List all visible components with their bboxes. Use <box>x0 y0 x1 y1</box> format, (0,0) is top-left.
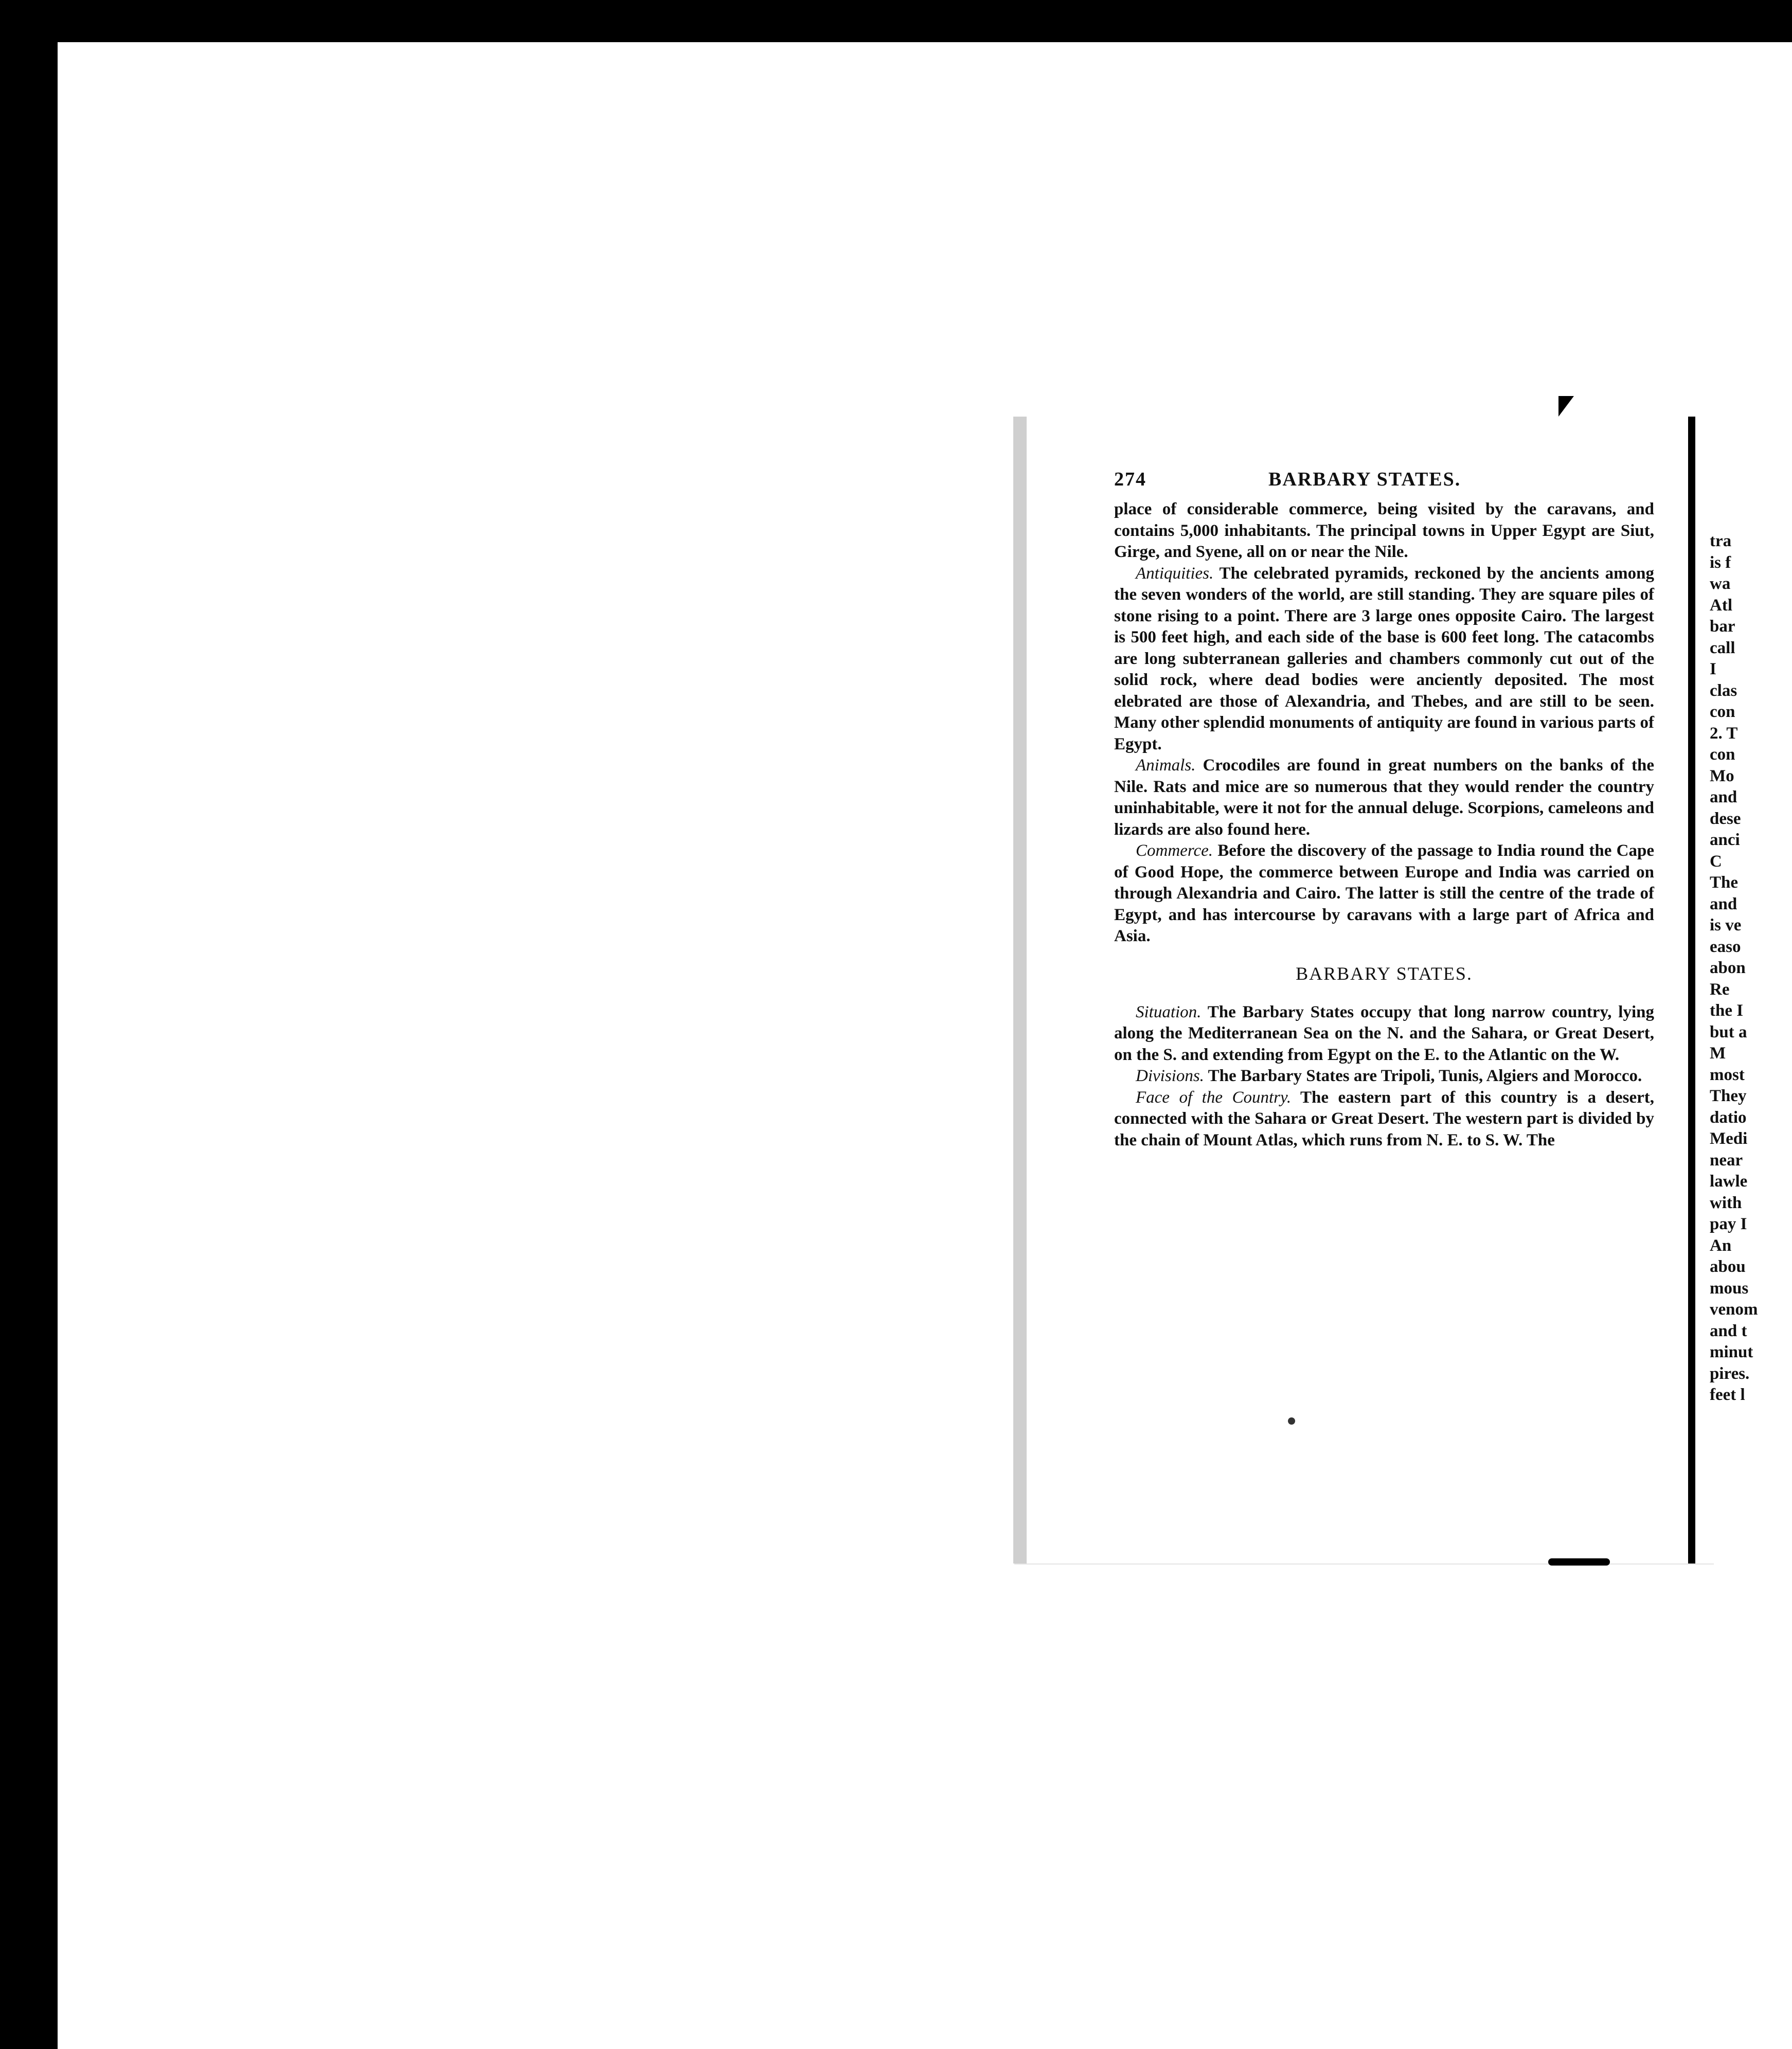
next-page-line: call <box>1710 638 1735 657</box>
paragraph-lead: Commerce. <box>1136 841 1213 860</box>
paragraph-text: The eastern part of this country is a desert, connected with the Sahara or Great Desert. The western part is divided by the chain of Mount Atlas, which runs from N. E. to S. W. The <box>1114 1088 1654 1149</box>
next-page-line: pay I <box>1710 1215 1747 1233</box>
paragraph <box>1114 840 1654 947</box>
paragraph <box>1114 1002 1654 1066</box>
next-page-line: abou <box>1710 1257 1746 1276</box>
paragraph-text: Crocodiles are found in great numbers on the banks of the Nile. Rats and mice are so numerous that they would render the country uninhabitable, were it not for the annual deluge. Scorpions, cameleons and lizards are also found here. <box>1114 756 1654 839</box>
paragraph-text: The Barbary States are Tripoli, Tunis, Algiers and Morocco. <box>1208 1067 1642 1085</box>
next-page-line: lawle <box>1710 1172 1748 1191</box>
book-page <box>1013 417 1713 1563</box>
next-page-line: is f <box>1710 553 1731 572</box>
next-page-line: C <box>1710 852 1722 871</box>
next-page-fragments <box>1710 531 1758 1406</box>
next-page-line: and t <box>1710 1321 1747 1340</box>
next-page-line: tra <box>1710 532 1732 550</box>
next-page-line: Atl <box>1710 596 1732 615</box>
paragraph-lead: Antiquities. <box>1136 564 1214 583</box>
paragraph <box>1114 755 1654 840</box>
barbary-text <box>1114 1002 1654 1152</box>
paragraph <box>1114 499 1654 563</box>
next-page-line: 2. T <box>1710 724 1738 743</box>
next-page-line: and <box>1710 894 1737 913</box>
next-page-line: is ve <box>1710 916 1742 934</box>
next-page-line: anci <box>1710 831 1740 849</box>
next-page-line: Re <box>1710 980 1730 999</box>
next-page-line: mous <box>1710 1279 1749 1298</box>
ink-dot <box>1288 1417 1295 1425</box>
next-page-line: Mo <box>1710 766 1734 785</box>
next-page-line: dese <box>1710 809 1741 828</box>
next-page-line: near <box>1710 1151 1743 1170</box>
page-number: 274 <box>1114 469 1146 490</box>
running-title: BARBARY STATES. <box>1268 469 1461 490</box>
paragraph-lead: Face of the Country. <box>1136 1088 1292 1107</box>
next-page-line: bar <box>1710 617 1735 636</box>
paragraph-lead: Divisions. <box>1136 1067 1204 1085</box>
next-page-line: most <box>1710 1065 1745 1084</box>
paragraph-lead: Animals. <box>1136 756 1196 775</box>
paragraph-text: Before the discovery of the passage to India round the Cape of Good Hope, the commerce between Europe and India was carried on through Alexandria and Cairo. The latter is still the centre of the trade of Egypt, and has intercourse by caravans with a large part of Africa and Asia. <box>1114 841 1654 945</box>
next-page-line: and <box>1710 788 1737 806</box>
egypt-text <box>1114 499 1654 947</box>
next-page-line: the I <box>1710 1001 1744 1020</box>
next-page-line: They <box>1710 1087 1747 1105</box>
next-page-line: venom <box>1710 1300 1758 1319</box>
running-head <box>1114 468 1654 499</box>
next-page-line: The <box>1710 873 1739 892</box>
next-page-line: but a <box>1710 1022 1747 1041</box>
page-content <box>1114 468 1654 1151</box>
paragraph-lead: Situation. <box>1136 1002 1202 1021</box>
next-page-line: I <box>1710 660 1716 678</box>
next-page-line: with <box>1710 1193 1742 1212</box>
paragraph <box>1114 563 1654 756</box>
next-page-line: datio <box>1710 1108 1747 1127</box>
section-title: BARBARY STATES. <box>1296 963 1473 984</box>
corner-mark <box>1558 396 1574 417</box>
next-page-line: Medi <box>1710 1129 1748 1148</box>
paragraph <box>1114 1087 1654 1152</box>
next-page-line: con <box>1710 703 1735 721</box>
paragraph-text: The celebrated pyramids, reckoned by the ancients among the seven wonders of the world, are still standing. They are square piles of stone rising to a point. There are 3 large ones opposite Cairo. The largest is 500 feet high, and each side of the base is 600 feet long. The catacombs are long subterranean galleries and chambers commonly cut out of the solid rock, where dead bodies were anciently deposited. The most elebrated are those of Alexandria, and Thebes, and are still to be seen. Many other splendid monuments of antiquity are found in various parts of Egypt. <box>1114 564 1654 753</box>
next-page-line: wa <box>1710 574 1731 593</box>
paragraph-text: place of considerable commerce, being visited by the caravans, and contains 5,000 inhabitants. The principal towns in Upper Egypt are Siut, Girge, and Syene, all on or near the Nile. <box>1114 500 1654 561</box>
next-page-line: feet l <box>1710 1386 1745 1404</box>
corner-mark <box>1548 1558 1610 1566</box>
next-page-line: An <box>1710 1236 1732 1255</box>
next-page-line: pires. <box>1710 1364 1750 1383</box>
next-page-line: con <box>1710 745 1735 764</box>
book-spine <box>1688 417 1695 1563</box>
next-page-line: minut <box>1710 1343 1753 1361</box>
next-page-line: easo <box>1710 937 1741 956</box>
paragraph-text: The Barbary States occupy that long narrow country, lying along the Mediterranean Sea on the N. and the Sahara, or Great Desert, on the S. and extending from Egypt on the E. to the Atlantic on the W. <box>1114 1002 1654 1064</box>
next-page-line: abon <box>1710 959 1746 977</box>
next-page-line: clas <box>1710 681 1737 700</box>
next-page-line: M <box>1710 1044 1726 1063</box>
next-page-edge <box>1688 417 1792 1563</box>
paragraph <box>1114 1066 1654 1087</box>
